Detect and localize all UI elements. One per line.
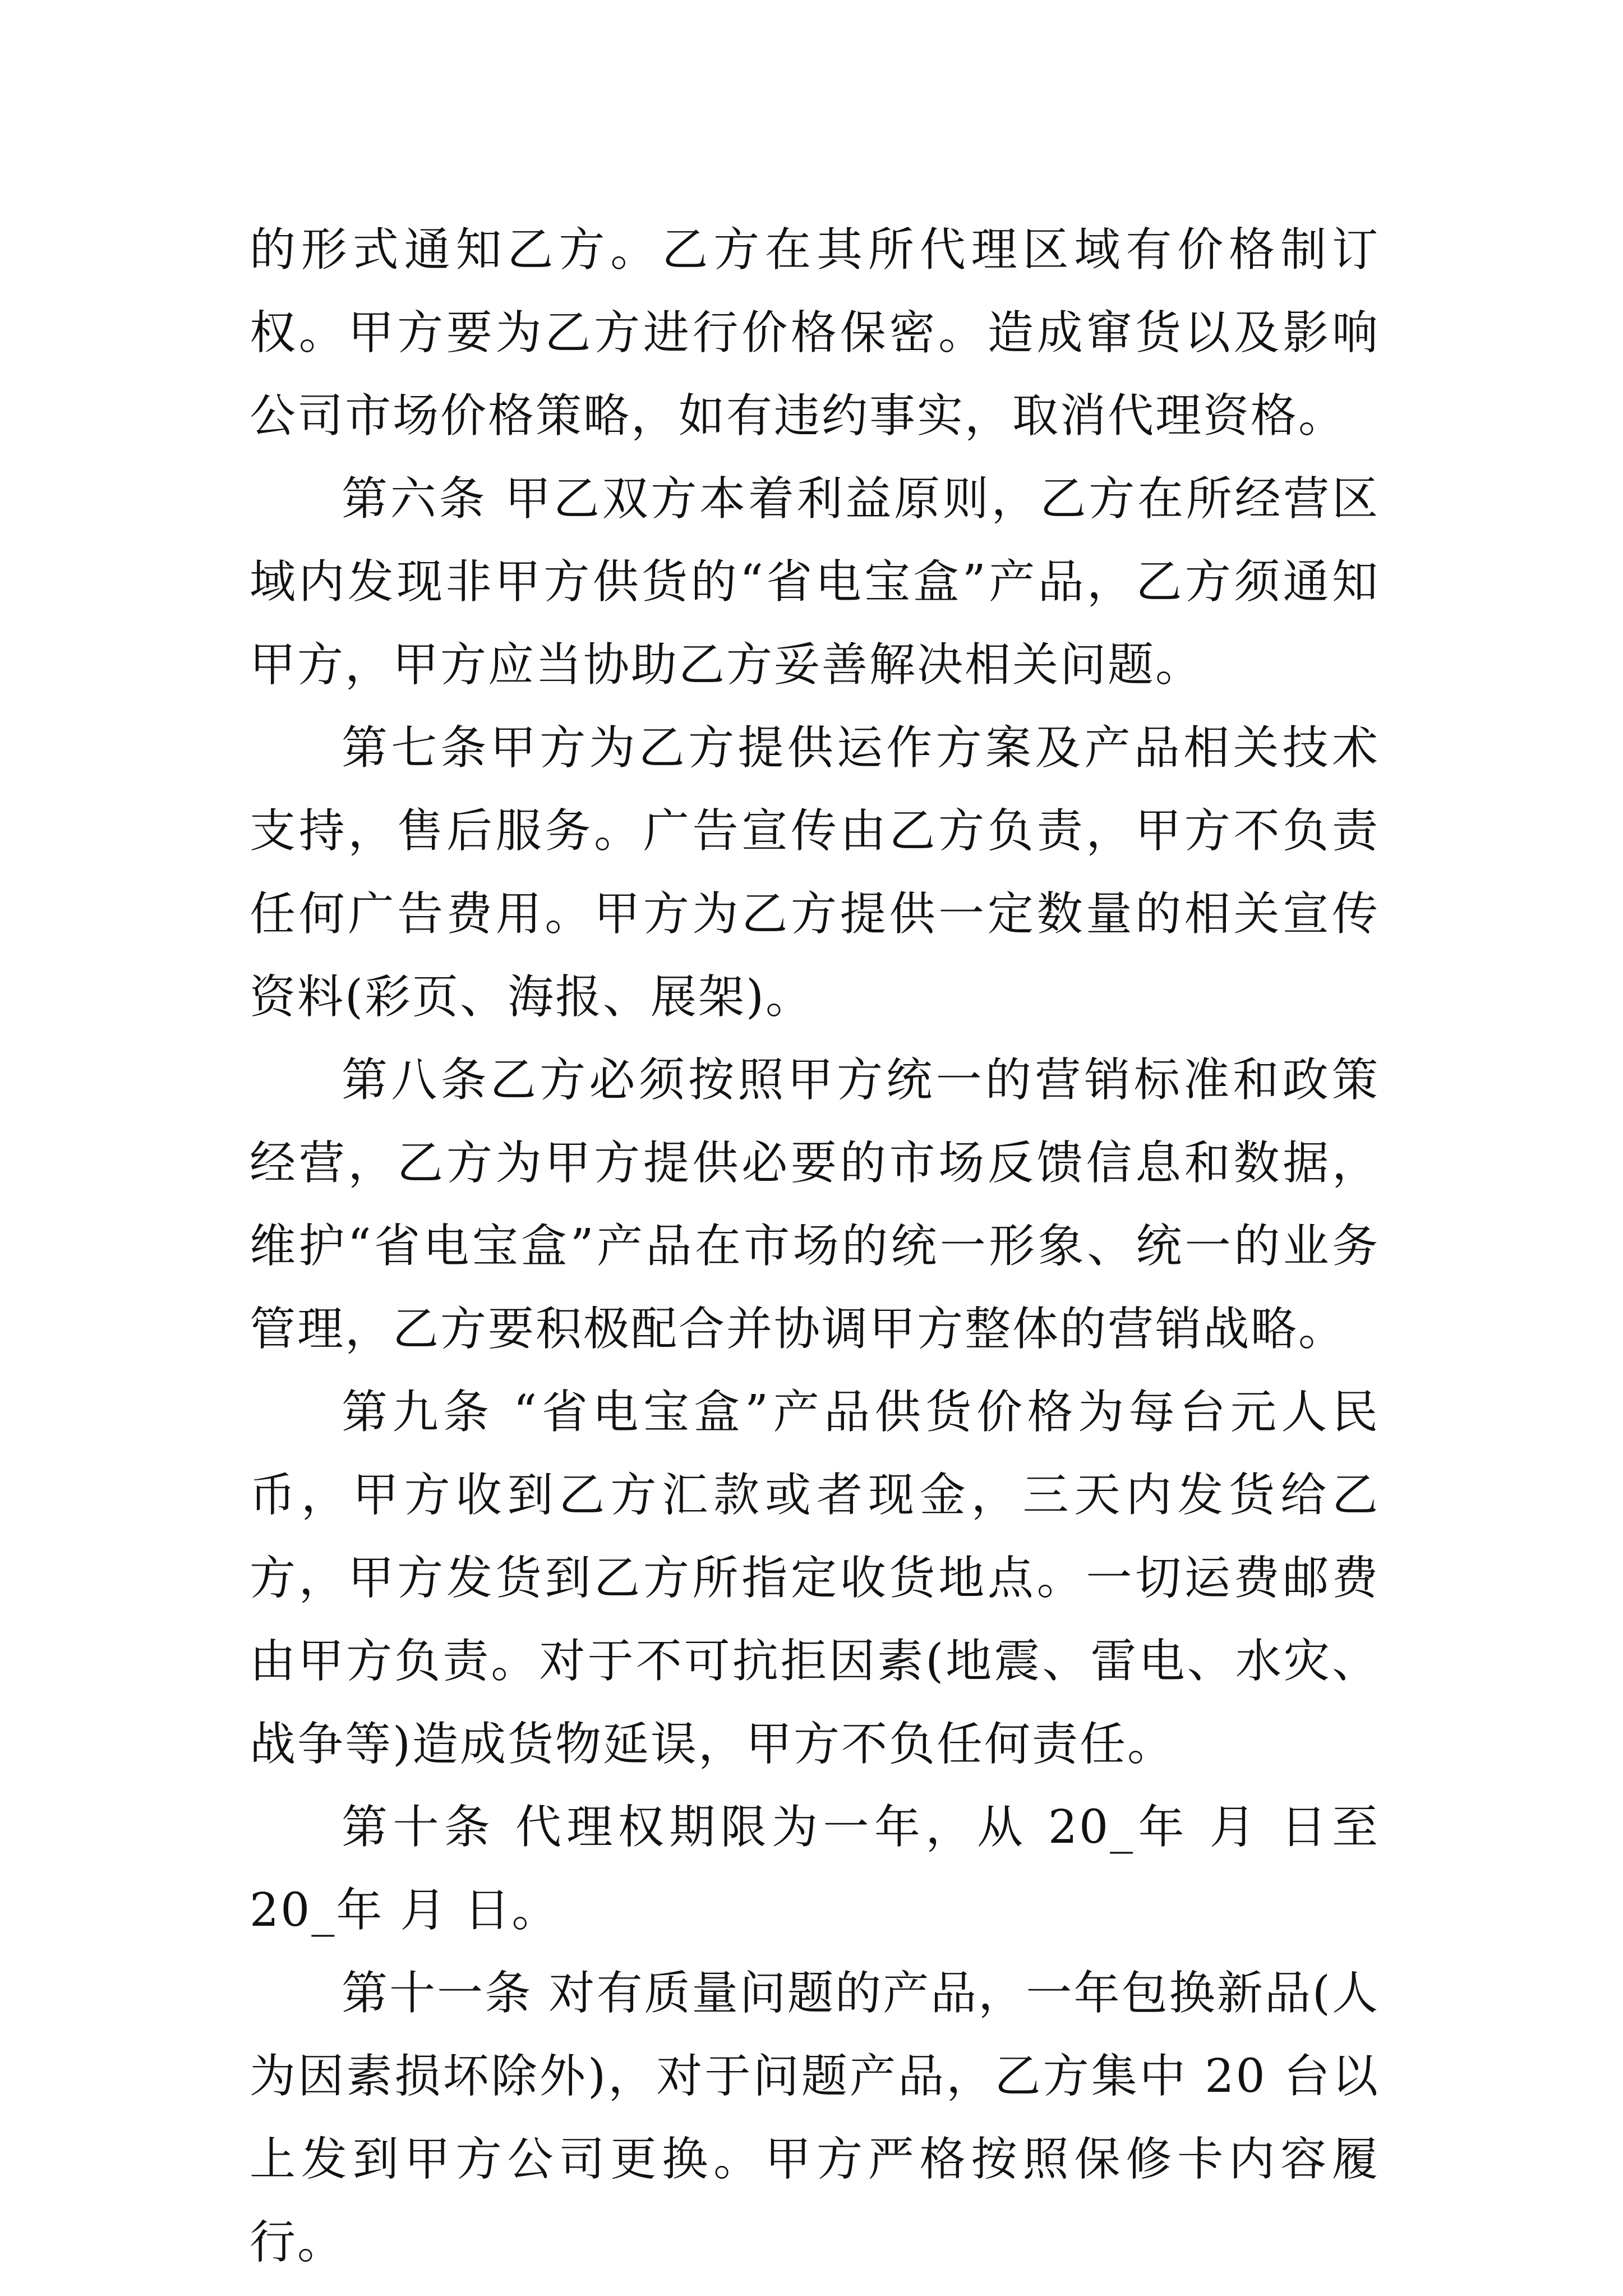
paragraph-price-secrecy: 的形式通知乙方。乙方在其所代理区域有价格制订权。甲方要为乙方进行价格保密。造成窜货以及影响公司市场价格策略，如有违约事实，取消代理资格。 (250, 223, 1380, 443)
paragraph-article-7: 第七条甲方为乙方提供运作方案及产品相关技术支持，售后服务。广告宣传由乙方负责，甲方不负责任何广告费用。甲方为乙方提供一定数量的相关宣传资料(彩页、海报、展架)。 (250, 721, 1380, 1024)
paragraph-article-11: 第十一条 对有质量问题的产品，一年包换新品(人为因素损坏除外)，对于问题产品，乙方集中 20 台以上发到甲方公司更换。甲方严格按照保修卡内容履行。 (250, 1967, 1380, 2269)
contract-body (250, 209, 1380, 2284)
paragraph-article-6: 第六条 甲乙双方本着利益原则，乙方在所经营区域内发现非甲方供货的“省电宝盒”产品，乙方须通知甲方，甲方应当协助乙方妥善解决相关问题。 (250, 472, 1380, 692)
paragraph-article-10: 第十条 代理权期限为一年，从 20_年 月 日至 20_年 月 日。 (250, 1801, 1380, 1937)
paragraph-article-8: 第八条乙方必须按照甲方统一的营销标准和政策经营，乙方为甲方提供必要的市场反馈信息和数据，维护“省电宝盒”产品在市场的统一形象、统一的业务管理，乙方要积极配合并协调甲方整体的营销战略。 (250, 1053, 1380, 1356)
paragraph-article-9: 第九条 “省电宝盒”产品供货价格为每台元人民币，甲方收到乙方汇款或者现金，三天内发货给乙方，甲方发货到乙方所指定收货地点。一切运费邮费由甲方负责。对于不可抗拒因素(地震、雷电、水灾、战争等)造成货物延误，甲方不负任何责任。 (250, 1386, 1380, 1771)
